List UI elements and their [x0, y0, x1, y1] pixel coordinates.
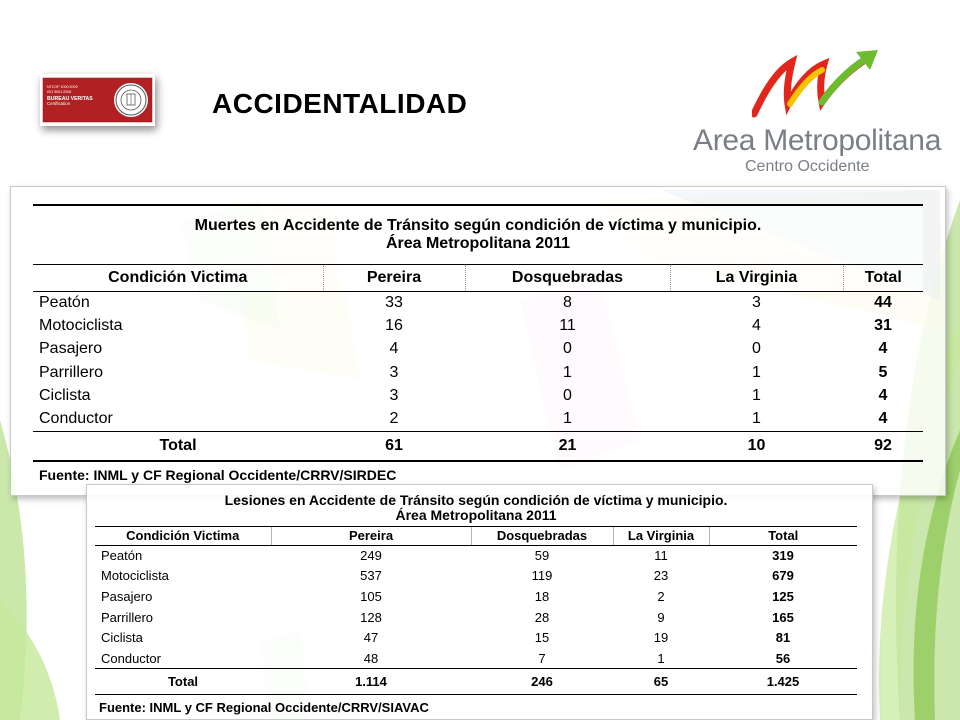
row-label: Motociclista: [39, 317, 123, 335]
deaths-table-title-line2: Área Metropolitana 2011: [385, 234, 571, 252]
table-row: [33, 361, 923, 384]
table-row: [95, 586, 857, 607]
cell-total: 679: [772, 568, 794, 584]
cell-la-virginia: 3: [752, 293, 761, 311]
cell-dosquebradas: 28: [534, 609, 550, 625]
total-dosquebradas: 21: [465, 431, 670, 461]
header-dosquebradas: Dosquebradas: [471, 526, 613, 545]
cell-pereira: 4: [389, 340, 399, 358]
injuries-table-title-line2: Área Metropolitana 2011: [395, 506, 557, 523]
injuries-table-panel: [86, 484, 873, 720]
cell-pereira: 128: [360, 609, 382, 625]
cell-pereira: 249: [360, 548, 382, 564]
cell-dosquebradas: 0: [563, 340, 572, 358]
cell-dosquebradas: 59: [534, 548, 550, 564]
total-pereira: 1.114: [271, 669, 471, 695]
source-text: Fuente: INML y CF Regional Occidente/CRRV/SIRDEC: [39, 466, 397, 483]
injuries-table-source: [95, 695, 857, 720]
badge-brand: BUREAU VERITAS: [47, 96, 93, 102]
total-total: 1.425: [709, 669, 857, 695]
cell-pereira: 3: [389, 363, 399, 381]
badge-sub: Certification: [47, 101, 71, 106]
cell-pereira: 47: [363, 630, 379, 646]
deaths-table-caption: [33, 205, 923, 264]
deaths-table-panel: [10, 186, 946, 496]
row-label: Parrillero: [39, 363, 104, 381]
cell-dosquebradas: 8: [563, 293, 572, 311]
badge-norm-2: ISO 9001:2008: [47, 90, 72, 94]
cell-dosquebradas: 0: [563, 387, 572, 405]
total-dosquebradas: 246: [471, 669, 613, 695]
table-row: [33, 408, 923, 431]
cell-pereira: 105: [360, 588, 382, 604]
deaths-total-row: [33, 431, 923, 461]
table-row: [33, 338, 923, 361]
injuries-table-title-line1: Lesiones en Accidente de Tránsito según condición de víctima y municipio.: [224, 491, 728, 508]
deaths-table-title-line1: Muertes en Accidente de Tránsito según condición de víctima y municipio.: [194, 216, 762, 234]
table-row: [95, 648, 857, 669]
header-total: Total: [709, 526, 857, 545]
row-label: Peatón: [39, 293, 90, 311]
row-label: Parrillero: [101, 609, 154, 625]
cell-total: 56: [775, 650, 791, 666]
cell-total: 4: [878, 387, 888, 405]
logo-subtitle: Centro Occidente: [745, 158, 870, 175]
cell-la-virginia: 1: [752, 387, 761, 405]
cell-total: 31: [874, 317, 892, 335]
cell-total: 4: [878, 410, 888, 428]
total-pereira: 61: [323, 431, 465, 461]
cell-la-virginia: 11: [654, 548, 668, 564]
cell-la-virginia: 23: [653, 568, 669, 584]
total-la-virginia: 10: [670, 431, 843, 461]
row-label: Conductor: [39, 410, 113, 428]
cell-pereira: 33: [385, 293, 403, 311]
cell-total: 165: [772, 609, 794, 625]
header-pereira: Pereira: [323, 264, 465, 291]
cell-la-virginia: 0: [752, 340, 761, 358]
injuries-table: [95, 490, 857, 720]
header-la-virginia: La Virginia: [613, 526, 709, 545]
bureau-veritas-badge: [40, 74, 155, 126]
cell-la-virginia: 1: [752, 410, 761, 428]
header-condicion: Condición Victima: [95, 526, 271, 545]
cell-la-virginia: 4: [752, 317, 761, 335]
injuries-table-caption: [95, 490, 857, 526]
cell-dosquebradas: 18: [534, 588, 550, 604]
row-label: Ciclista: [39, 387, 91, 405]
cell-dosquebradas: 7: [538, 650, 546, 666]
header-total: Total: [843, 264, 923, 291]
cell-total: 5: [878, 363, 888, 381]
cell-dosquebradas: 11: [559, 317, 576, 335]
header-pereira: Pereira: [271, 526, 471, 545]
slide-title: ACCIDENTALIDAD: [212, 88, 468, 119]
row-label: Conductor: [101, 650, 161, 666]
cell-total: 81: [775, 630, 791, 646]
header-dosquebradas: Dosquebradas: [465, 264, 670, 291]
bureau-veritas-logo-icon: [40, 74, 155, 126]
cell-pereira: 537: [360, 568, 382, 584]
row-label: Motociclista: [101, 568, 169, 584]
cell-pereira: 2: [389, 410, 399, 428]
cell-dosquebradas: 15: [534, 630, 550, 646]
table-row: [33, 385, 923, 408]
table-row: [95, 545, 857, 566]
table-row: [33, 314, 923, 337]
source-text: Fuente: INML y CF Regional Occidente/CRRV/SIAVAC: [99, 700, 429, 716]
injuries-total-row: [95, 669, 857, 695]
cell-pereira: 3: [389, 387, 399, 405]
logo-name: Area Metropolitana: [693, 124, 942, 157]
injuries-table-header: [95, 526, 857, 545]
cell-pereira: 16: [385, 317, 403, 335]
deaths-table-header: [33, 264, 923, 291]
cell-la-virginia: 1: [752, 363, 761, 381]
total-total: 92: [843, 431, 923, 461]
header-condicion: Condición Victima: [33, 264, 323, 291]
cell-la-virginia: 19: [653, 630, 669, 646]
row-label: Peatón: [101, 548, 143, 564]
row-label: Pasajero: [101, 588, 153, 604]
total-label: Total: [33, 431, 323, 461]
deaths-table: [33, 204, 923, 487]
cell-pereira: 48: [363, 650, 379, 666]
cell-total: 125: [772, 588, 794, 604]
total-label: Total: [95, 669, 271, 695]
cell-la-virginia: 1: [657, 650, 665, 666]
table-row: [33, 291, 923, 314]
cell-dosquebradas: 119: [531, 568, 553, 584]
cell-total: 4: [878, 340, 888, 358]
cell-la-virginia: 2: [657, 588, 665, 604]
table-row: [95, 627, 857, 648]
total-la-virginia: 65: [613, 669, 709, 695]
row-label: Ciclista: [101, 630, 143, 646]
cell-la-virginia: 9: [657, 609, 665, 625]
row-label: Pasajero: [39, 340, 103, 358]
table-row: [95, 607, 857, 628]
cell-dosquebradas: 1: [563, 410, 572, 428]
badge-norm-1: NTCGP 1000:2009: [47, 85, 78, 89]
area-metropolitana-logo-icon: [752, 48, 882, 120]
header-la-virginia: La Virginia: [670, 264, 843, 291]
cell-total: 319: [772, 548, 794, 564]
cell-total: 44: [874, 293, 892, 311]
table-row: [95, 566, 857, 587]
cell-dosquebradas: 1: [563, 363, 572, 381]
